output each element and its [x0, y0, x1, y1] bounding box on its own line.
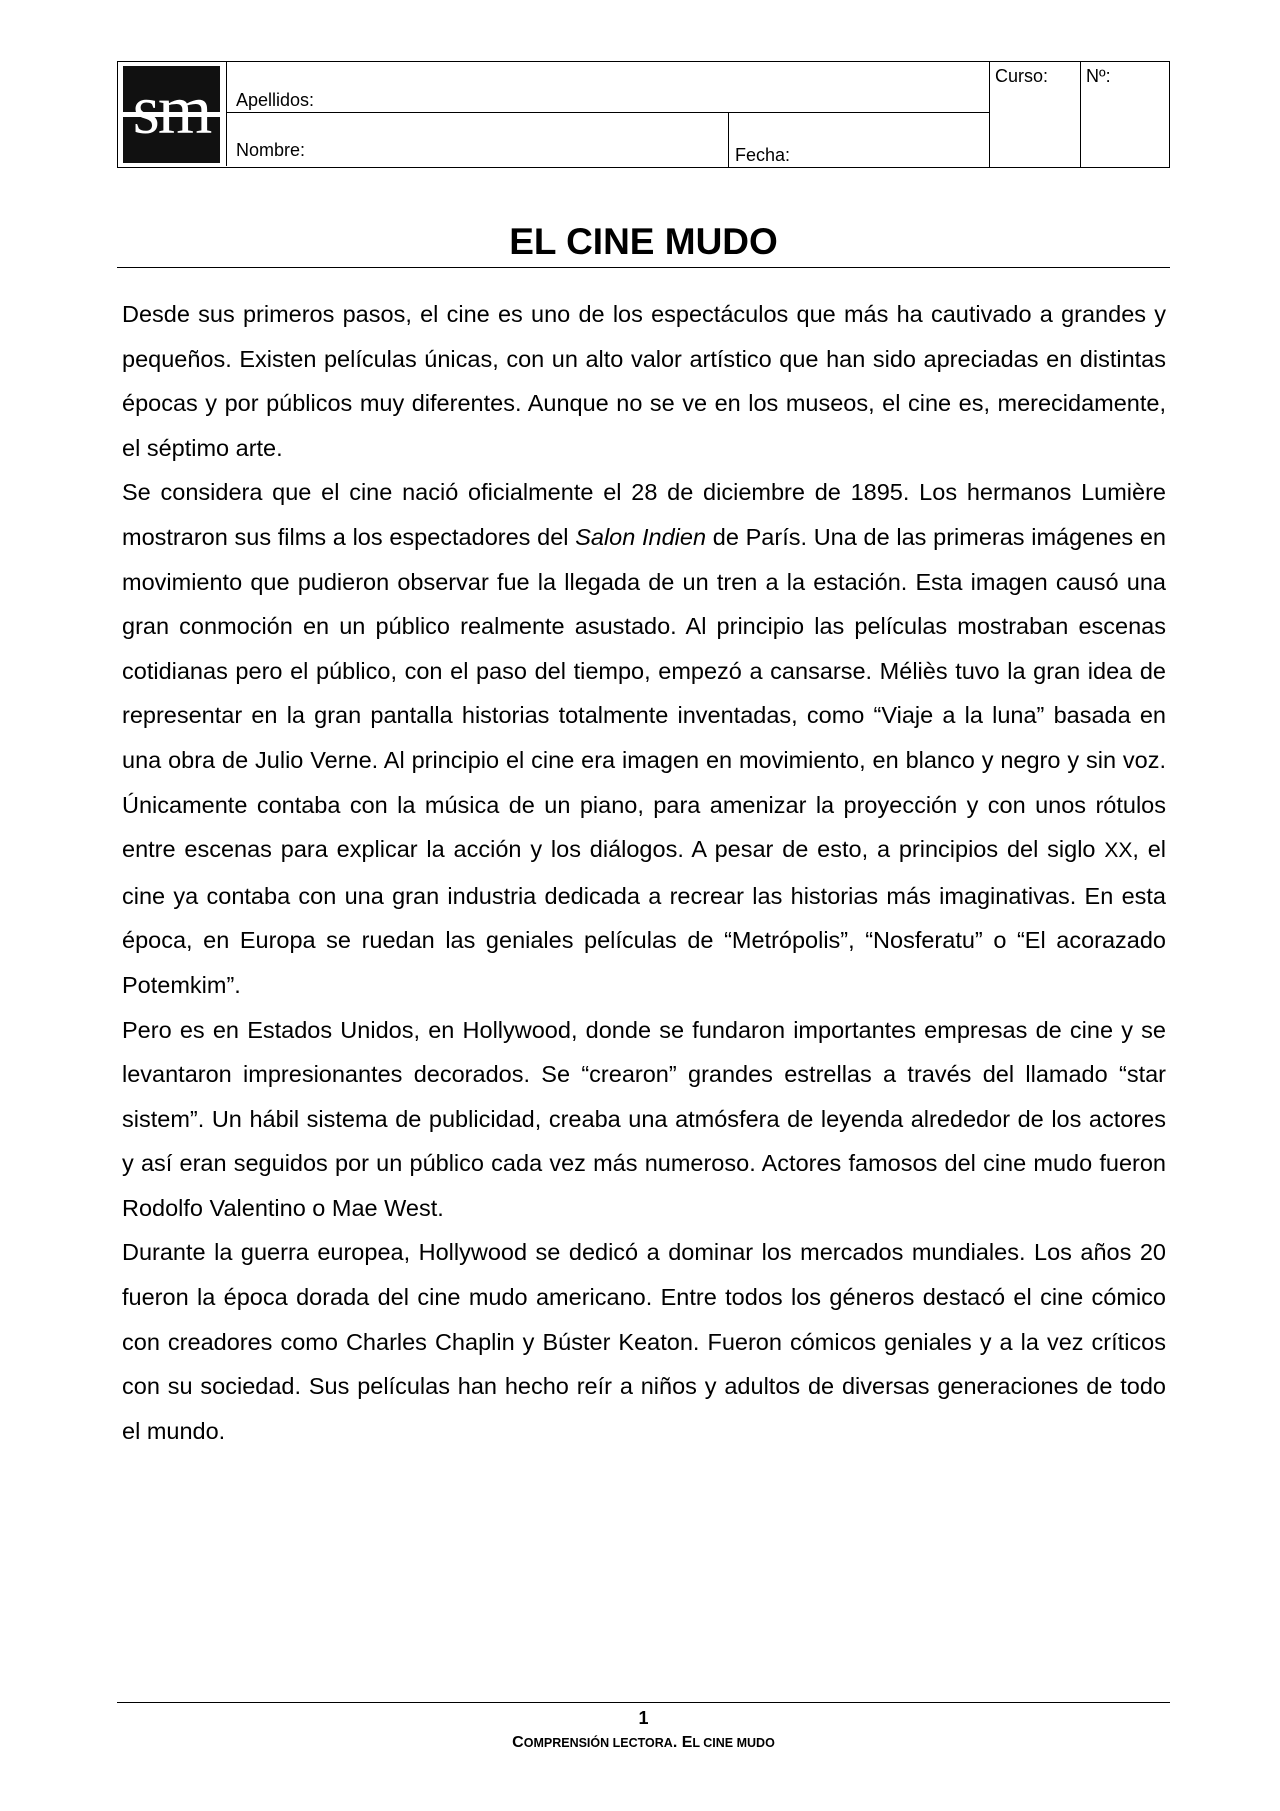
fecha-field[interactable]: Fecha: [735, 145, 791, 165]
page-number: 1 [638, 1708, 649, 1728]
logo-text: sm [132, 72, 211, 149]
paragraph-4: Durante la guerra europea, Hollywood se dedicó a dominar los mercados mundiales. Los años 20 fueron la época dorada del cine mudo americano. Entre todos los géneros destacó el cine cómico con creadores como Charles Chaplin y Búster Keaton. Fueron cómicos geniales y a la vez críticos con su sociedad. Sus películas han hecho reír a niños y adultos de diversas generaciones de todo el mundo. [122, 1239, 1166, 1444]
page-title: EL CINE MUDO [509, 221, 778, 262]
logo-cell [118, 62, 227, 166]
title-divider [117, 267, 1170, 268]
curso-field[interactable]: Curso: [995, 66, 1049, 86]
nombre-field[interactable]: Nombre: [236, 140, 306, 160]
century-numeral: XX [1104, 839, 1133, 863]
paragraph-1: Desde sus primeros pasos, el cine es uno de los espectáculos que más ha cautivado a grandes y pequeños. Existen películas únicas, con un alto valor artístico que han sido apreciadas en distintas épocas y por públicos muy diferentes. Aunque no se ve en los museos, el cine es, merecidamente, el séptimo arte. [122, 301, 1166, 461]
article-body [122, 292, 1166, 1453]
student-info-form [117, 61, 1170, 168]
footer-divider [117, 1702, 1170, 1703]
footer-title: COMPRENSIÓN LECTORA. EL CINE MUDO [512, 1734, 775, 1751]
salon-indien-italic: Salon Indien [575, 523, 707, 550]
numero-field[interactable]: Nº: [1086, 66, 1111, 86]
paragraph-3: Pero es en Estados Unidos, en Hollywood, donde se fundaron importantes empresas de cine y se levantaron impresionantes decorados. Se “crearon” grandes estrellas a través del llamado “star sistem”. Un hábil sistema de publicidad, creaba una atmósfera de leyenda alrededor de los actores y así eran seguidos por un público cada vez más numeroso. Actores famosos del cine mudo fueron Rodolfo Valentino o Mae West. [122, 1016, 1166, 1221]
paragraph-2: Se considera que el cine nació oficialmente el 28 de diciembre de 1895. Los hermanos Lumière mostraron sus films a los espectadores del Salon Indien de París. Una de las primeras imágenes en movimiento que pudieron observar fue la llegada de un tren a la estación. Esta imagen causó una gran conmoción en un público realmente asustado. Al principio las películas mostraban escenas cotidianas pero el público, con el paso del tiempo, empezó a cansarse. Méliès tuvo la gran idea de representar en la gran pantalla historias totalmente inventadas, como “Viaje a la luna” basada en una obra de Julio Verne. Al principio el cine era imagen en movimiento, en blanco y negro y sin voz. Únicamente contaba con la música de un piano, para amenizar la proyección y con unos rótulos entre escenas para explicar la acción y los diálogos. A pesar de esto, a principios del siglo XX, el cine ya contaba con una gran industria dedicada a recrear las historias más imaginativas. En esta época, en Europa se ruedan las geniales películas de “Metrópolis”, “Nosferatu” o “El acorazado Potemkim”. [122, 479, 1167, 998]
sm-logo [123, 66, 220, 163]
apellidos-field[interactable]: Apellidos: [236, 90, 315, 110]
